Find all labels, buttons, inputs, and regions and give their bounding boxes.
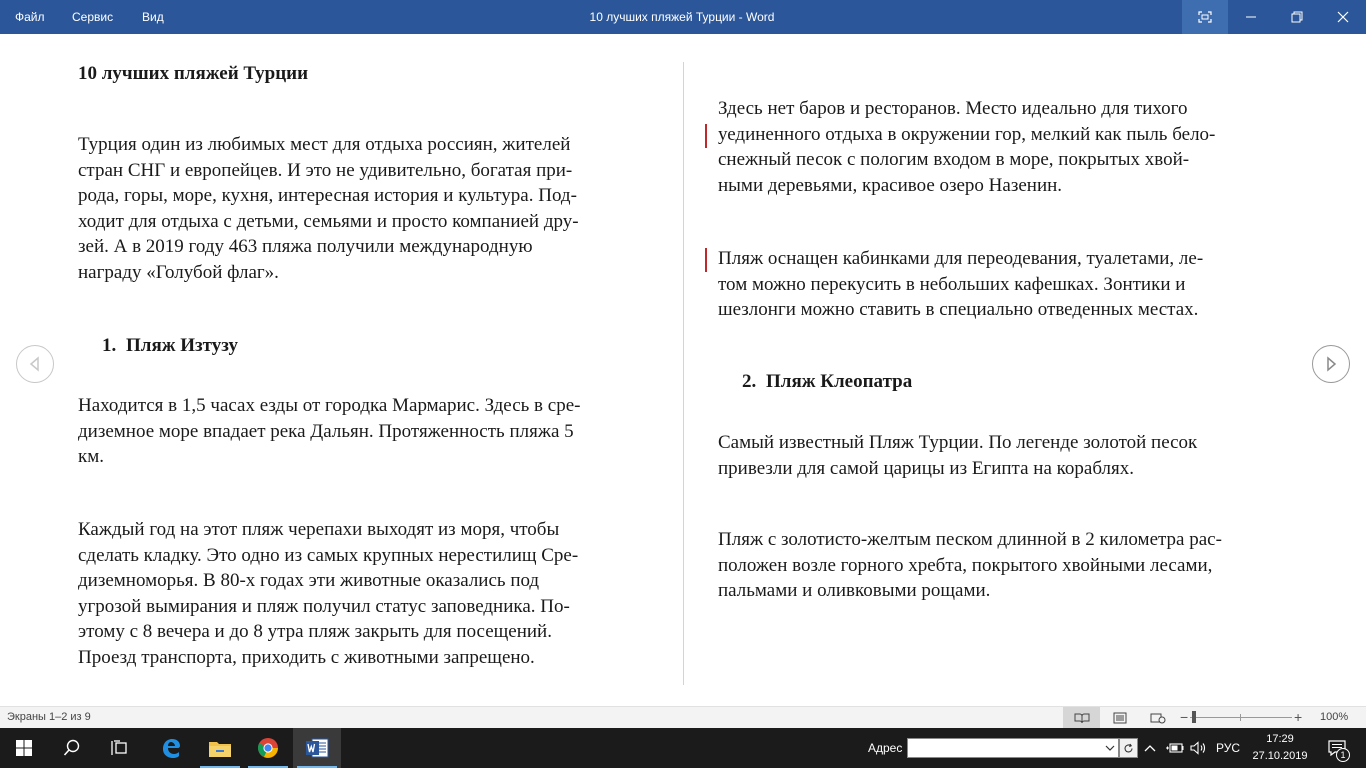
restore-icon [1291,11,1303,23]
fullscreen-icon [1198,11,1212,23]
restore-button[interactable] [1274,0,1320,34]
menu-view[interactable]: Вид [142,10,164,24]
book-icon [1074,712,1090,724]
previous-screen-button[interactable] [16,345,54,383]
show-hidden-icons-button[interactable] [1140,728,1160,768]
paragraph-cleopatra-location: Пляж с золотисто-желтым песком длинной в 2 километра рас- положен возле горного хребта, покрытого хвойными лесами, пальмами и оливковыми рощами. [718,529,1222,601]
focus-mode-button[interactable] [1182,0,1228,34]
search-button[interactable] [48,728,96,768]
folder-icon [208,738,232,758]
speaker-icon [1190,741,1208,755]
close-button[interactable] [1320,0,1366,34]
next-screen-button[interactable] [1312,345,1350,383]
system-clock[interactable] [1250,731,1310,765]
task-view-icon [110,740,130,756]
web-layout-icon [1150,712,1166,724]
minimize-button[interactable] [1228,0,1274,34]
task-view-button[interactable] [96,728,144,768]
paragraph-iztuzu-turtles: Каждый год на этот пляж черепахи выходят из моря, чтобы сделать кладку. Это одно из самых крупных нерестилищ Сре- диземноморья. В 80-х годах эти животные оказались под угрозой вымирания и пляж получил статус заповедника. По- этому с 8 вечера и до 8 утра пляж закрыть для посещений. Проезд транспорта, приходить с животными запрещено. [78,519,579,668]
chevron-up-icon [1144,744,1156,752]
zoom-slider-midpoint [1240,714,1241,721]
zoom-slider-thumb[interactable] [1192,711,1196,723]
window-title: 10 лучших пляжей Турции - Word [589,10,775,24]
zoom-level[interactable]: 100% [1320,711,1349,723]
paragraph-iztuzu-location: Находится в 1,5 часах езды от городка Мармарис. Здесь в сре- диземное море впадает река Дальян. Протяженность пляжа 5 км. [78,395,581,467]
notification-count-badge: 1 [1336,748,1350,762]
input-language-indicator[interactable]: РУС [1216,741,1241,755]
read-mode-button[interactable] [1063,707,1100,728]
zoom-in-button[interactable]: + [1294,709,1303,725]
tracked-change-marker [705,124,707,148]
tracked-change-marker [705,248,707,272]
page-divider [683,62,684,685]
paragraph-iztuzu-amenities: Пляж оснащен кабинками для переодевания, туалетами, ле- том можно перекусить в небольших кафешках. Зонтики и шезлонги можно ставить в специально отведенных местах. [718,248,1204,320]
address-toolbar-label: Адрес [868,741,903,755]
taskbar [0,728,1366,768]
heading-beach-1: 1. Пляж Изтузу [102,335,238,356]
title-bar [0,0,1366,34]
close-icon [1337,11,1349,23]
search-icon [63,739,81,757]
chevron-down-icon [1105,745,1115,751]
web-layout-button[interactable] [1139,707,1176,728]
clock-date: 27.10.2019 [1252,750,1308,762]
screen-count: Экраны 1–2 из 9 [7,711,91,723]
address-go-button[interactable] [1119,738,1138,758]
edge-icon [160,737,182,759]
volume-tray-button[interactable] [1188,728,1210,768]
chrome-icon [257,737,279,759]
refresh-icon [1123,743,1134,754]
start-button[interactable] [0,728,48,768]
status-bar [0,706,1366,728]
intro-paragraph: Турция один из любимых мест для отдыха россиян, жителей стран СНГ и европейцев. И это не удивительно, богатая при- рода, горы, море, кухня, интересная история и культура. Под- ходит для отдыха с детьми, семьями и просто компанией дру- зей. А в 2019 году 463 пляжа получили международную награду «Голубой флаг». [78,134,579,283]
taskbar-chrome[interactable] [244,728,292,768]
clock-time: 17:29 [1266,733,1294,745]
document-area[interactable] [0,34,1366,706]
menu-tools[interactable]: Сервис [72,10,114,24]
heading-beach-2: 2. Пляж Клеопатра [742,371,913,392]
paragraph-cleopatra-legend: Самый известный Пляж Турции. По легенде золотой песок привезли для самой царицы из Египта на кораблях. [718,432,1198,479]
arrow-left-icon [28,356,42,372]
windows-start-icon [16,740,32,756]
document-title: 10 лучших пляжей Турции [78,63,309,84]
paragraph-iztuzu-nature: Здесь нет баров и ресторанов. Место идеально для тихого уединенного отдыха в окружении гор, мелкий как пыль бело- снежный песок с пологим входом в море, покрытых хвой- ными деревьями, красивое озеро Назенин. [718,98,1216,196]
battery-tray-button[interactable] [1164,728,1186,768]
address-dropdown-button[interactable] [1101,738,1119,758]
arrow-right-icon [1324,356,1338,372]
page-icon [1113,712,1127,724]
zoom-out-button[interactable]: − [1180,709,1189,725]
menu-file[interactable]: Файл [15,10,45,24]
print-layout-button[interactable] [1101,707,1138,728]
address-input[interactable] [907,738,1119,758]
taskbar-file-explorer[interactable] [196,728,244,768]
taskbar-edge[interactable] [147,728,195,768]
taskbar-word[interactable] [293,728,341,768]
action-center-button[interactable] [1320,728,1354,768]
minimize-icon [1245,11,1257,23]
battery-icon [1166,742,1184,754]
zoom-slider-track[interactable] [1190,717,1292,718]
word-icon [305,737,329,759]
